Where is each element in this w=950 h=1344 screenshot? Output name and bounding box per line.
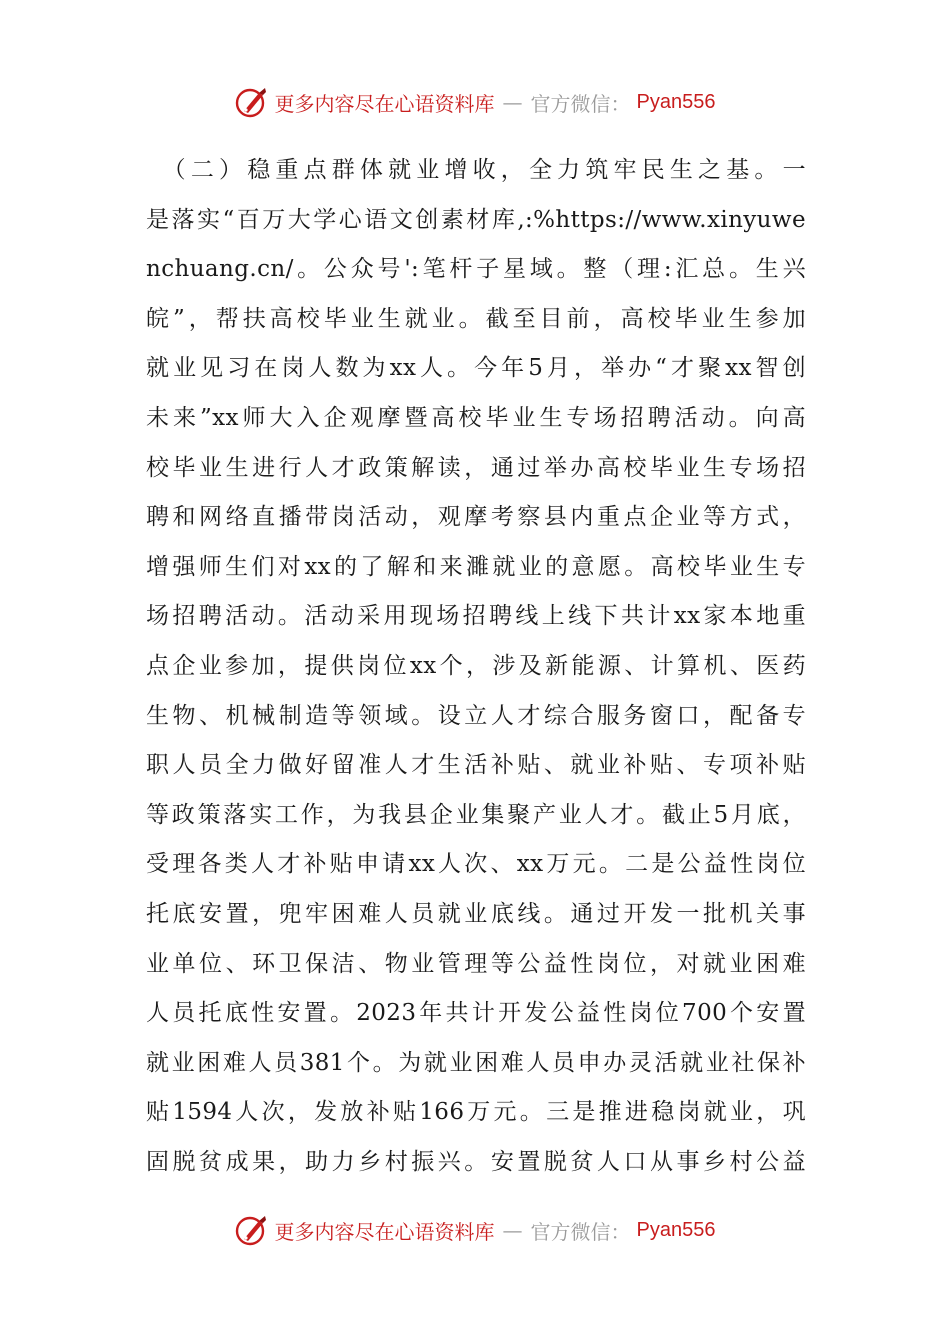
document-body	[146, 146, 806, 1187]
text-line: 增强师生们对xx的了解和来濉就业的意愿。高校毕业生专	[146, 553, 806, 580]
footer-banner	[0, 1208, 950, 1252]
text-line: 场招聘活动。活动采用现场招聘线上线下共计xx家本地重	[146, 603, 806, 630]
banner-dash: —	[502, 90, 523, 114]
text-line: 皖”，帮扶高校毕业生就业。截至目前，高校毕业生参加	[146, 305, 806, 332]
pen-nib-logo-icon	[235, 1213, 269, 1247]
text-line: 职人员全力做好留准人才生活补贴、就业补贴、专项补贴	[146, 752, 806, 779]
banner-wechat-label: 官方微信：	[530, 1219, 631, 1244]
text-line: nchuang.cn/。公众号':笔杆子星域。整（理:汇总。生兴	[146, 256, 806, 283]
text-line: 聘和网络直播带岗活动，观摩考察县内重点企业等方式，	[146, 504, 806, 531]
text-line: 点企业参加，提供岗位xx个，涉及新能源、计算机、医药	[146, 652, 806, 679]
banner-dash: —	[502, 1218, 523, 1242]
text-line: 就业困难人员381个。为就业困难人员申办灵活就业社保补	[146, 1049, 806, 1076]
text-line: （二）稳重点群体就业增收，全力筑牢民生之基。一	[146, 157, 806, 183]
text-line: 受理各类人才补贴申请xx人次、xx万元。二是公益性岗位	[146, 851, 806, 878]
text-line: 未来”xx师大入企观摩暨高校毕业生专场招聘活动。向高	[146, 404, 806, 431]
banner-slogan: 更多内容尽在心语资料库	[274, 91, 495, 116]
text-line: 是落实“百万大学心语文创素材库,:%https://www.xinyuwe	[146, 206, 806, 233]
text-line: 托底安置，兜牢困难人员就业底线。通过开发一批机关事	[146, 900, 806, 927]
text-line: 贴1594人次，发放补贴166万元。三是推进稳岗就业，巩	[146, 1099, 806, 1126]
banner-wechat-id: Pyan556	[636, 90, 716, 113]
banner-wechat-label: 官方微信：	[530, 91, 631, 116]
text-line: 人员托底性安置。2023年共计开发公益性岗位700个安置	[146, 1000, 806, 1027]
header-banner-content	[235, 85, 716, 119]
text-line: 等政策落实工作，为我县企业集聚产业人才。截止5月底，	[146, 801, 806, 828]
text-line: 业单位、环卫保洁、物业管理等公益性岗位，对就业困难	[146, 950, 806, 977]
banner-wechat-id: Pyan556	[636, 1218, 716, 1241]
banner-slogan: 更多内容尽在心语资料库	[274, 1219, 495, 1244]
footer-banner-content	[235, 1213, 716, 1247]
header-banner	[0, 80, 950, 124]
text-line: 就业见习在岗人数为xx人。今年5月，举办“才聚xx智创	[146, 355, 806, 382]
text-line: 生物、机械制造等领域。设立人才综合服务窗口，配备专	[146, 702, 806, 729]
text-line: 固脱贫成果，助力乡村振兴。安置脱贫人口从事乡村公益	[146, 1148, 806, 1175]
pen-nib-logo-icon	[235, 85, 269, 119]
text-line: 校毕业生进行人才政策解读，通过举办高校毕业生专场招	[146, 454, 806, 481]
